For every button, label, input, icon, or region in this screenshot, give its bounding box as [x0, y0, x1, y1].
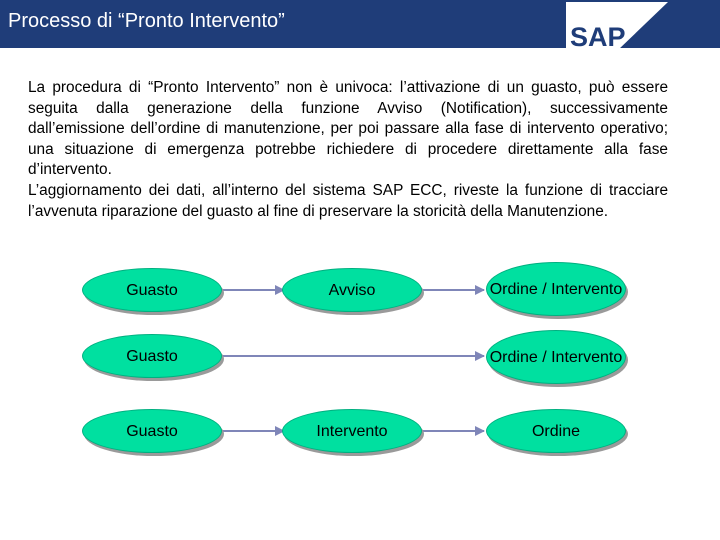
page-title: Processo di “Pronto Intervento”: [8, 10, 285, 32]
node-row1-ordine-intervento: Ordine / Intervento: [486, 262, 626, 316]
sap-logo-text: SAP: [570, 22, 626, 48]
node-row2-ordine-intervento: Ordine / Intervento: [486, 330, 626, 384]
node-row3-ordine: Ordine: [486, 409, 626, 453]
node-row1-avviso: Avviso: [282, 268, 422, 312]
title-bar: [0, 0, 720, 48]
description-paragraph-1: La procedura di “Pronto Intervento” non è univoca: l’attivazione di un guasto, può essere seguita dalla generazione della funzione Avviso (Notification), successivamente dall’emissione dell’ordine di manutenzione, per poi passare alla fase di intervento operativo; una situazione di emergenza potrebbe richiedere di procedere direttamente alla fase d’intervento.: [28, 79, 668, 179]
description-text: [28, 78, 668, 222]
node-row3-intervento: Intervento: [282, 409, 422, 453]
node-row1-guasto: Guasto: [82, 268, 222, 312]
node-row3-guasto: Guasto: [82, 409, 222, 453]
description-paragraph-2: L’aggiornamento dei dati, all’interno del sistema SAP ECC, riveste la funzione di tracciare l’avvenuta riparazione del guasto al fine di preservare la storicità della Manutenzione.: [28, 181, 668, 220]
sap-logo-icon: [540, 0, 720, 48]
sap-logo: [540, 0, 720, 48]
node-row2-guasto: Guasto: [82, 334, 222, 378]
